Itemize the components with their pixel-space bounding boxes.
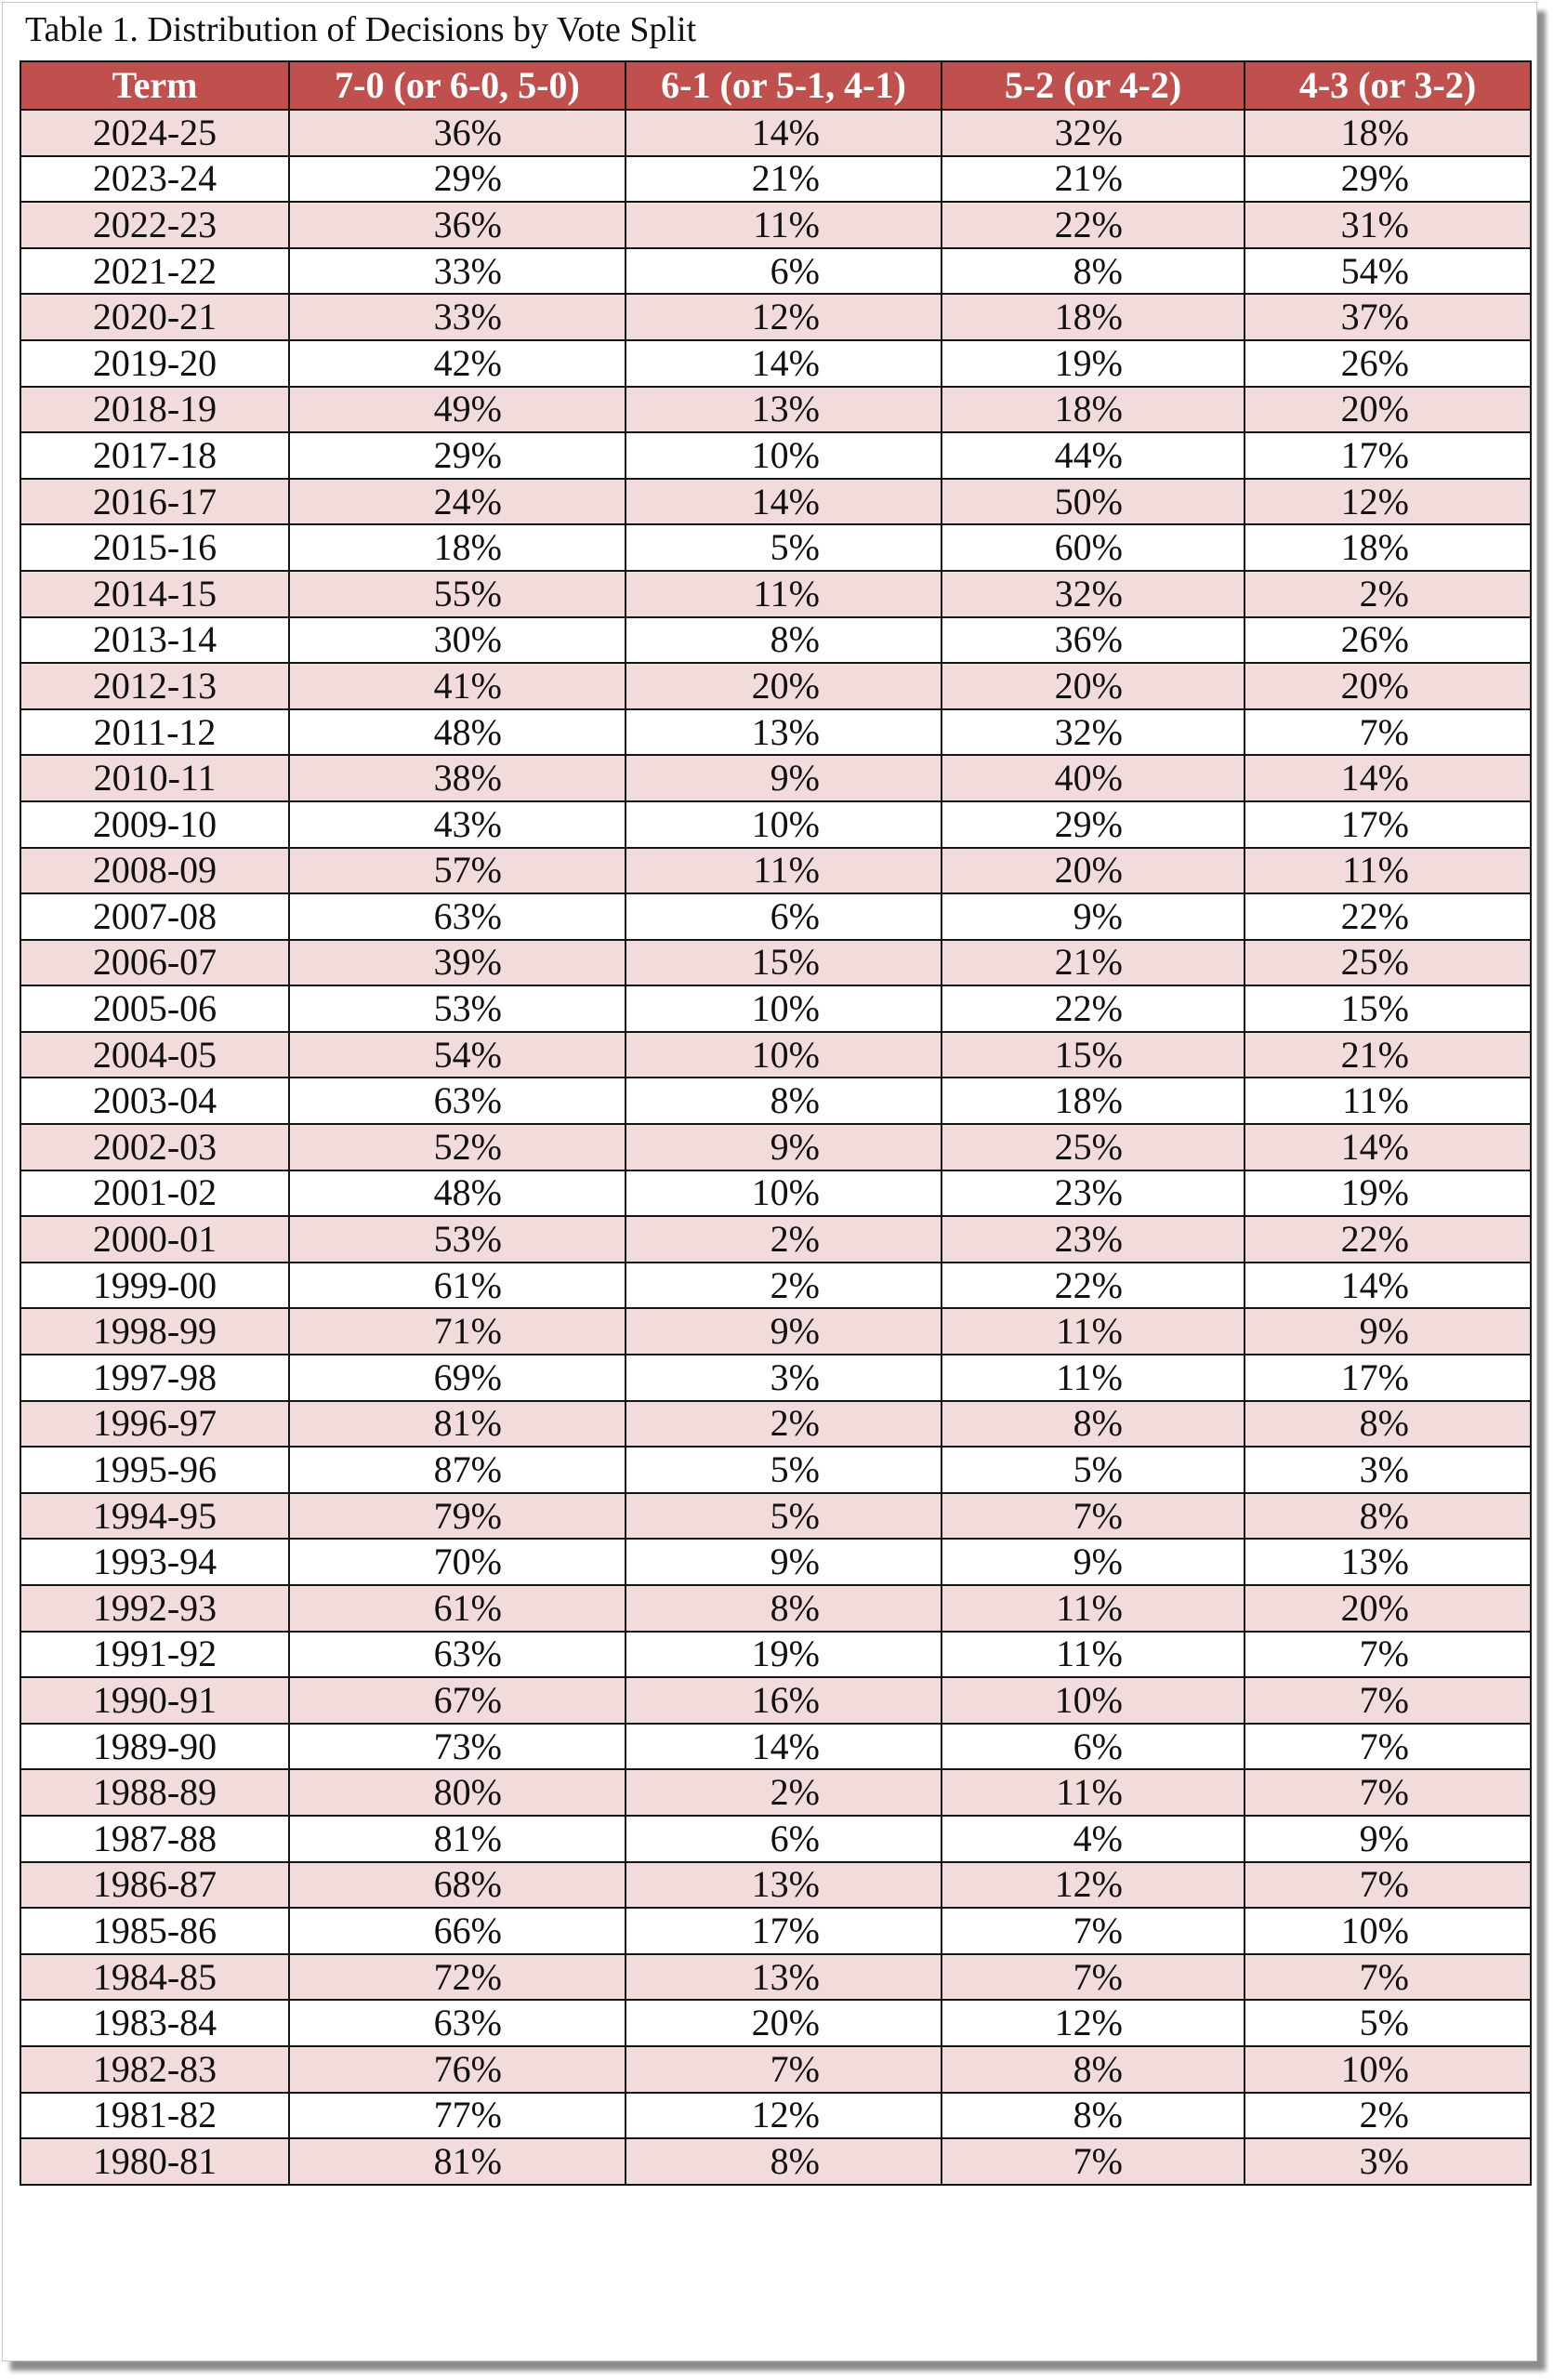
three-dissents-cell: 11% bbox=[1245, 1078, 1531, 1124]
table-row bbox=[20, 2093, 1531, 2139]
table-row bbox=[20, 1032, 1531, 1078]
one-dissent-cell: 9% bbox=[626, 1308, 942, 1355]
two-dissents-cell: 8% bbox=[942, 2093, 1245, 2139]
term-cell: 2007-08 bbox=[20, 893, 289, 940]
three-dissents-cell: 18% bbox=[1245, 524, 1531, 571]
three-dissents-cell: 13% bbox=[1245, 1539, 1531, 1585]
two-dissents-cell: 8% bbox=[942, 248, 1245, 295]
one-dissent-cell: 11% bbox=[626, 202, 942, 248]
unanimous-cell: 30% bbox=[289, 617, 626, 664]
one-dissent-cell: 20% bbox=[626, 663, 942, 709]
two-dissents-cell: 8% bbox=[942, 1401, 1245, 1448]
one-dissent-cell: 8% bbox=[626, 1585, 942, 1632]
three-dissents-cell: 12% bbox=[1245, 479, 1531, 525]
term-cell: 2012-13 bbox=[20, 663, 289, 709]
table-row bbox=[20, 1585, 1531, 1632]
table-row bbox=[20, 340, 1531, 387]
unanimous-cell: 72% bbox=[289, 1954, 626, 2001]
table-row bbox=[20, 202, 1531, 248]
two-dissents-cell: 9% bbox=[942, 1539, 1245, 1585]
one-dissent-cell: 10% bbox=[626, 1170, 942, 1217]
three-dissents-cell: 10% bbox=[1245, 2046, 1531, 2093]
table-row bbox=[20, 156, 1531, 203]
unanimous-cell: 57% bbox=[289, 848, 626, 894]
table-row bbox=[20, 248, 1531, 295]
term-cell: 2023-24 bbox=[20, 156, 289, 203]
term-cell: 2011-12 bbox=[20, 709, 289, 756]
three-dissents-cell: 29% bbox=[1245, 156, 1531, 203]
one-dissent-cell: 8% bbox=[626, 617, 942, 664]
one-dissent-cell: 13% bbox=[626, 709, 942, 756]
one-dissent-cell: 11% bbox=[626, 848, 942, 894]
term-cell: 1982-83 bbox=[20, 2046, 289, 2093]
table-row bbox=[20, 1908, 1531, 1954]
unanimous-cell: 63% bbox=[289, 2000, 626, 2046]
two-dissents-cell: 11% bbox=[942, 1632, 1245, 1678]
three-dissents-cell: 11% bbox=[1245, 848, 1531, 894]
term-cell: 2006-07 bbox=[20, 940, 289, 986]
two-dissents-cell: 32% bbox=[942, 709, 1245, 756]
one-dissent-cell: 2% bbox=[626, 1769, 942, 1816]
term-cell: 1994-95 bbox=[20, 1493, 289, 1540]
three-dissents-cell: 2% bbox=[1245, 571, 1531, 617]
one-dissent-cell: 2% bbox=[626, 1263, 942, 1309]
one-dissent-cell: 6% bbox=[626, 1816, 942, 1862]
term-cell: 2005-06 bbox=[20, 985, 289, 1032]
table-row bbox=[20, 617, 1531, 664]
three-dissents-cell: 3% bbox=[1245, 2138, 1531, 2185]
header-unanimous: 7-0 (or 6-0, 5-0) bbox=[289, 61, 626, 110]
two-dissents-cell: 18% bbox=[942, 1078, 1245, 1124]
unanimous-cell: 81% bbox=[289, 2138, 626, 2185]
three-dissents-cell: 8% bbox=[1245, 1401, 1531, 1448]
header-three-dissents: 4-3 (or 3-2) bbox=[1245, 61, 1531, 110]
table-row bbox=[20, 1816, 1531, 1862]
two-dissents-cell: 44% bbox=[942, 432, 1245, 479]
unanimous-cell: 63% bbox=[289, 1632, 626, 1678]
three-dissents-cell: 20% bbox=[1245, 1585, 1531, 1632]
unanimous-cell: 48% bbox=[289, 1170, 626, 1217]
three-dissents-cell: 7% bbox=[1245, 1954, 1531, 2001]
two-dissents-cell: 22% bbox=[942, 202, 1245, 248]
unanimous-cell: 77% bbox=[289, 2093, 626, 2139]
term-cell: 2021-22 bbox=[20, 248, 289, 295]
term-cell: 1990-91 bbox=[20, 1677, 289, 1724]
table-row bbox=[20, 2046, 1531, 2093]
table-row bbox=[20, 1170, 1531, 1217]
two-dissents-cell: 10% bbox=[942, 1677, 1245, 1724]
three-dissents-cell: 14% bbox=[1245, 1263, 1531, 1309]
two-dissents-cell: 20% bbox=[942, 663, 1245, 709]
term-cell: 2000-01 bbox=[20, 1216, 289, 1263]
two-dissents-cell: 22% bbox=[942, 985, 1245, 1032]
unanimous-cell: 66% bbox=[289, 1908, 626, 1954]
one-dissent-cell: 12% bbox=[626, 294, 942, 340]
table-row bbox=[20, 1355, 1531, 1401]
one-dissent-cell: 21% bbox=[626, 156, 942, 203]
two-dissents-cell: 12% bbox=[942, 2000, 1245, 2046]
one-dissent-cell: 13% bbox=[626, 1862, 942, 1909]
three-dissents-cell: 9% bbox=[1245, 1816, 1531, 1862]
three-dissents-cell: 17% bbox=[1245, 801, 1531, 848]
table-title: Table 1. Distribution of Decisions by Vote Split bbox=[25, 10, 697, 49]
header-row bbox=[20, 61, 1531, 110]
two-dissents-cell: 7% bbox=[942, 1493, 1245, 1540]
term-cell: 1992-93 bbox=[20, 1585, 289, 1632]
term-cell: 1988-89 bbox=[20, 1769, 289, 1816]
two-dissents-cell: 22% bbox=[942, 1263, 1245, 1309]
unanimous-cell: 63% bbox=[289, 1078, 626, 1124]
term-cell: 1996-97 bbox=[20, 1401, 289, 1448]
table-row bbox=[20, 571, 1531, 617]
unanimous-cell: 69% bbox=[289, 1355, 626, 1401]
two-dissents-cell: 7% bbox=[942, 1954, 1245, 2001]
three-dissents-cell: 26% bbox=[1245, 340, 1531, 387]
unanimous-cell: 18% bbox=[289, 524, 626, 571]
three-dissents-cell: 20% bbox=[1245, 387, 1531, 433]
term-cell: 2008-09 bbox=[20, 848, 289, 894]
unanimous-cell: 70% bbox=[289, 1539, 626, 1585]
two-dissents-cell: 5% bbox=[942, 1447, 1245, 1493]
table-row bbox=[20, 893, 1531, 940]
one-dissent-cell: 8% bbox=[626, 2138, 942, 2185]
unanimous-cell: 63% bbox=[289, 893, 626, 940]
document-page bbox=[2, 2, 1537, 2361]
one-dissent-cell: 19% bbox=[626, 1632, 942, 1678]
term-cell: 2024-25 bbox=[20, 110, 289, 156]
three-dissents-cell: 7% bbox=[1245, 709, 1531, 756]
unanimous-cell: 41% bbox=[289, 663, 626, 709]
one-dissent-cell: 13% bbox=[626, 1954, 942, 2001]
one-dissent-cell: 5% bbox=[626, 1447, 942, 1493]
table-row bbox=[20, 387, 1531, 433]
unanimous-cell: 48% bbox=[289, 709, 626, 756]
two-dissents-cell: 21% bbox=[942, 156, 1245, 203]
term-cell: 1986-87 bbox=[20, 1862, 289, 1909]
three-dissents-cell: 5% bbox=[1245, 2000, 1531, 2046]
one-dissent-cell: 15% bbox=[626, 940, 942, 986]
three-dissents-cell: 18% bbox=[1245, 110, 1531, 156]
one-dissent-cell: 5% bbox=[626, 524, 942, 571]
header-two-dissents: 5-2 (or 4-2) bbox=[942, 61, 1245, 110]
table-row bbox=[20, 1263, 1531, 1309]
term-cell: 2009-10 bbox=[20, 801, 289, 848]
term-cell: 2019-20 bbox=[20, 340, 289, 387]
unanimous-cell: 39% bbox=[289, 940, 626, 986]
three-dissents-cell: 3% bbox=[1245, 1447, 1531, 1493]
two-dissents-cell: 6% bbox=[942, 1724, 1245, 1770]
three-dissents-cell: 8% bbox=[1245, 1493, 1531, 1540]
unanimous-cell: 76% bbox=[289, 2046, 626, 2093]
table-row bbox=[20, 1124, 1531, 1170]
unanimous-cell: 33% bbox=[289, 248, 626, 295]
table-row bbox=[20, 985, 1531, 1032]
two-dissents-cell: 50% bbox=[942, 479, 1245, 525]
term-cell: 2017-18 bbox=[20, 432, 289, 479]
unanimous-cell: 42% bbox=[289, 340, 626, 387]
table-row bbox=[20, 524, 1531, 571]
unanimous-cell: 61% bbox=[289, 1585, 626, 1632]
two-dissents-cell: 20% bbox=[942, 848, 1245, 894]
one-dissent-cell: 2% bbox=[626, 1401, 942, 1448]
three-dissents-cell: 15% bbox=[1245, 985, 1531, 1032]
two-dissents-cell: 40% bbox=[942, 755, 1245, 801]
one-dissent-cell: 20% bbox=[626, 2000, 942, 2046]
one-dissent-cell: 8% bbox=[626, 1078, 942, 1124]
unanimous-cell: 55% bbox=[289, 571, 626, 617]
table-row bbox=[20, 1539, 1531, 1585]
one-dissent-cell: 13% bbox=[626, 387, 942, 433]
two-dissents-cell: 18% bbox=[942, 387, 1245, 433]
term-cell: 1983-84 bbox=[20, 2000, 289, 2046]
table-row bbox=[20, 709, 1531, 756]
table-row bbox=[20, 1954, 1531, 2001]
three-dissents-cell: 7% bbox=[1245, 1724, 1531, 1770]
two-dissents-cell: 11% bbox=[942, 1308, 1245, 1355]
two-dissents-cell: 36% bbox=[942, 617, 1245, 664]
unanimous-cell: 81% bbox=[289, 1816, 626, 1862]
table-row bbox=[20, 663, 1531, 709]
table-row bbox=[20, 2138, 1531, 2185]
term-cell: 1981-82 bbox=[20, 2093, 289, 2139]
one-dissent-cell: 14% bbox=[626, 110, 942, 156]
table-row bbox=[20, 432, 1531, 479]
unanimous-cell: 61% bbox=[289, 1263, 626, 1309]
term-cell: 2001-02 bbox=[20, 1170, 289, 1217]
two-dissents-cell: 23% bbox=[942, 1170, 1245, 1217]
three-dissents-cell: 37% bbox=[1245, 294, 1531, 340]
three-dissents-cell: 19% bbox=[1245, 1170, 1531, 1217]
table-row bbox=[20, 940, 1531, 986]
unanimous-cell: 80% bbox=[289, 1769, 626, 1816]
three-dissents-cell: 17% bbox=[1245, 1355, 1531, 1401]
one-dissent-cell: 5% bbox=[626, 1493, 942, 1540]
one-dissent-cell: 2% bbox=[626, 1216, 942, 1263]
one-dissent-cell: 17% bbox=[626, 1908, 942, 1954]
term-cell: 1993-94 bbox=[20, 1539, 289, 1585]
three-dissents-cell: 14% bbox=[1245, 755, 1531, 801]
one-dissent-cell: 12% bbox=[626, 2093, 942, 2139]
term-cell: 2003-04 bbox=[20, 1078, 289, 1124]
table-row bbox=[20, 848, 1531, 894]
unanimous-cell: 33% bbox=[289, 294, 626, 340]
two-dissents-cell: 7% bbox=[942, 2138, 1245, 2185]
table-row bbox=[20, 1862, 1531, 1909]
unanimous-cell: 49% bbox=[289, 387, 626, 433]
table-row bbox=[20, 1724, 1531, 1770]
two-dissents-cell: 11% bbox=[942, 1585, 1245, 1632]
term-cell: 2014-15 bbox=[20, 571, 289, 617]
two-dissents-cell: 7% bbox=[942, 1908, 1245, 1954]
term-cell: 1995-96 bbox=[20, 1447, 289, 1493]
unanimous-cell: 67% bbox=[289, 1677, 626, 1724]
table-row bbox=[20, 755, 1531, 801]
term-cell: 1991-92 bbox=[20, 1632, 289, 1678]
three-dissents-cell: 10% bbox=[1245, 1908, 1531, 1954]
table-row bbox=[20, 1632, 1531, 1678]
unanimous-cell: 38% bbox=[289, 755, 626, 801]
table-row bbox=[20, 479, 1531, 525]
unanimous-cell: 43% bbox=[289, 801, 626, 848]
unanimous-cell: 73% bbox=[289, 1724, 626, 1770]
term-cell: 1989-90 bbox=[20, 1724, 289, 1770]
three-dissents-cell: 7% bbox=[1245, 1862, 1531, 1909]
unanimous-cell: 87% bbox=[289, 1447, 626, 1493]
table-row bbox=[20, 1769, 1531, 1816]
table-row bbox=[20, 1078, 1531, 1124]
term-cell: 1999-00 bbox=[20, 1263, 289, 1309]
term-cell: 2010-11 bbox=[20, 755, 289, 801]
three-dissents-cell: 17% bbox=[1245, 432, 1531, 479]
two-dissents-cell: 18% bbox=[942, 294, 1245, 340]
term-cell: 2013-14 bbox=[20, 617, 289, 664]
one-dissent-cell: 7% bbox=[626, 2046, 942, 2093]
table-row bbox=[20, 110, 1531, 156]
header-term: Term bbox=[20, 61, 289, 110]
two-dissents-cell: 15% bbox=[942, 1032, 1245, 1078]
term-cell: 2015-16 bbox=[20, 524, 289, 571]
term-cell: 2002-03 bbox=[20, 1124, 289, 1170]
two-dissents-cell: 4% bbox=[942, 1816, 1245, 1862]
unanimous-cell: 79% bbox=[289, 1493, 626, 1540]
two-dissents-cell: 23% bbox=[942, 1216, 1245, 1263]
unanimous-cell: 29% bbox=[289, 432, 626, 479]
term-cell: 2018-19 bbox=[20, 387, 289, 433]
one-dissent-cell: 10% bbox=[626, 1032, 942, 1078]
two-dissents-cell: 11% bbox=[942, 1769, 1245, 1816]
one-dissent-cell: 14% bbox=[626, 479, 942, 525]
unanimous-cell: 68% bbox=[289, 1862, 626, 1909]
three-dissents-cell: 14% bbox=[1245, 1124, 1531, 1170]
one-dissent-cell: 6% bbox=[626, 248, 942, 295]
three-dissents-cell: 25% bbox=[1245, 940, 1531, 986]
one-dissent-cell: 11% bbox=[626, 571, 942, 617]
two-dissents-cell: 60% bbox=[942, 524, 1245, 571]
table-row bbox=[20, 1216, 1531, 1263]
one-dissent-cell: 10% bbox=[626, 985, 942, 1032]
unanimous-cell: 53% bbox=[289, 1216, 626, 1263]
two-dissents-cell: 25% bbox=[942, 1124, 1245, 1170]
three-dissents-cell: 20% bbox=[1245, 663, 1531, 709]
table-row bbox=[20, 1308, 1531, 1355]
unanimous-cell: 36% bbox=[289, 110, 626, 156]
one-dissent-cell: 16% bbox=[626, 1677, 942, 1724]
table-row bbox=[20, 2000, 1531, 2046]
unanimous-cell: 29% bbox=[289, 156, 626, 203]
one-dissent-cell: 14% bbox=[626, 340, 942, 387]
one-dissent-cell: 9% bbox=[626, 1539, 942, 1585]
one-dissent-cell: 9% bbox=[626, 755, 942, 801]
table-row bbox=[20, 1677, 1531, 1724]
table-header bbox=[20, 61, 1531, 110]
table-row bbox=[20, 1401, 1531, 1448]
three-dissents-cell: 22% bbox=[1245, 1216, 1531, 1263]
three-dissents-cell: 26% bbox=[1245, 617, 1531, 664]
two-dissents-cell: 21% bbox=[942, 940, 1245, 986]
two-dissents-cell: 8% bbox=[942, 2046, 1245, 2093]
three-dissents-cell: 54% bbox=[1245, 248, 1531, 295]
term-cell: 2020-21 bbox=[20, 294, 289, 340]
one-dissent-cell: 6% bbox=[626, 893, 942, 940]
unanimous-cell: 24% bbox=[289, 479, 626, 525]
three-dissents-cell: 31% bbox=[1245, 202, 1531, 248]
term-cell: 1980-81 bbox=[20, 2138, 289, 2185]
three-dissents-cell: 9% bbox=[1245, 1308, 1531, 1355]
table-body bbox=[20, 110, 1531, 2185]
unanimous-cell: 54% bbox=[289, 1032, 626, 1078]
three-dissents-cell: 7% bbox=[1245, 1769, 1531, 1816]
header-one-dissent: 6-1 (or 5-1, 4-1) bbox=[626, 61, 942, 110]
term-cell: 1984-85 bbox=[20, 1954, 289, 2001]
vote-split-table bbox=[20, 60, 1532, 2186]
three-dissents-cell: 7% bbox=[1245, 1677, 1531, 1724]
one-dissent-cell: 14% bbox=[626, 1724, 942, 1770]
table-row bbox=[20, 1493, 1531, 1540]
two-dissents-cell: 19% bbox=[942, 340, 1245, 387]
unanimous-cell: 36% bbox=[289, 202, 626, 248]
one-dissent-cell: 10% bbox=[626, 801, 942, 848]
two-dissents-cell: 12% bbox=[942, 1862, 1245, 1909]
two-dissents-cell: 29% bbox=[942, 801, 1245, 848]
two-dissents-cell: 32% bbox=[942, 110, 1245, 156]
one-dissent-cell: 10% bbox=[626, 432, 942, 479]
three-dissents-cell: 21% bbox=[1245, 1032, 1531, 1078]
table-row bbox=[20, 294, 1531, 340]
unanimous-cell: 71% bbox=[289, 1308, 626, 1355]
term-cell: 1985-86 bbox=[20, 1908, 289, 1954]
two-dissents-cell: 9% bbox=[942, 893, 1245, 940]
three-dissents-cell: 22% bbox=[1245, 893, 1531, 940]
table-row bbox=[20, 801, 1531, 848]
term-cell: 1987-88 bbox=[20, 1816, 289, 1862]
two-dissents-cell: 32% bbox=[942, 571, 1245, 617]
term-cell: 1998-99 bbox=[20, 1308, 289, 1355]
term-cell: 1997-98 bbox=[20, 1355, 289, 1401]
table-row bbox=[20, 1447, 1531, 1493]
unanimous-cell: 53% bbox=[289, 985, 626, 1032]
one-dissent-cell: 9% bbox=[626, 1124, 942, 1170]
two-dissents-cell: 11% bbox=[942, 1355, 1245, 1401]
unanimous-cell: 81% bbox=[289, 1401, 626, 1448]
term-cell: 2004-05 bbox=[20, 1032, 289, 1078]
three-dissents-cell: 7% bbox=[1245, 1632, 1531, 1678]
one-dissent-cell: 3% bbox=[626, 1355, 942, 1401]
unanimous-cell: 52% bbox=[289, 1124, 626, 1170]
three-dissents-cell: 2% bbox=[1245, 2093, 1531, 2139]
term-cell: 2016-17 bbox=[20, 479, 289, 525]
term-cell: 2022-23 bbox=[20, 202, 289, 248]
